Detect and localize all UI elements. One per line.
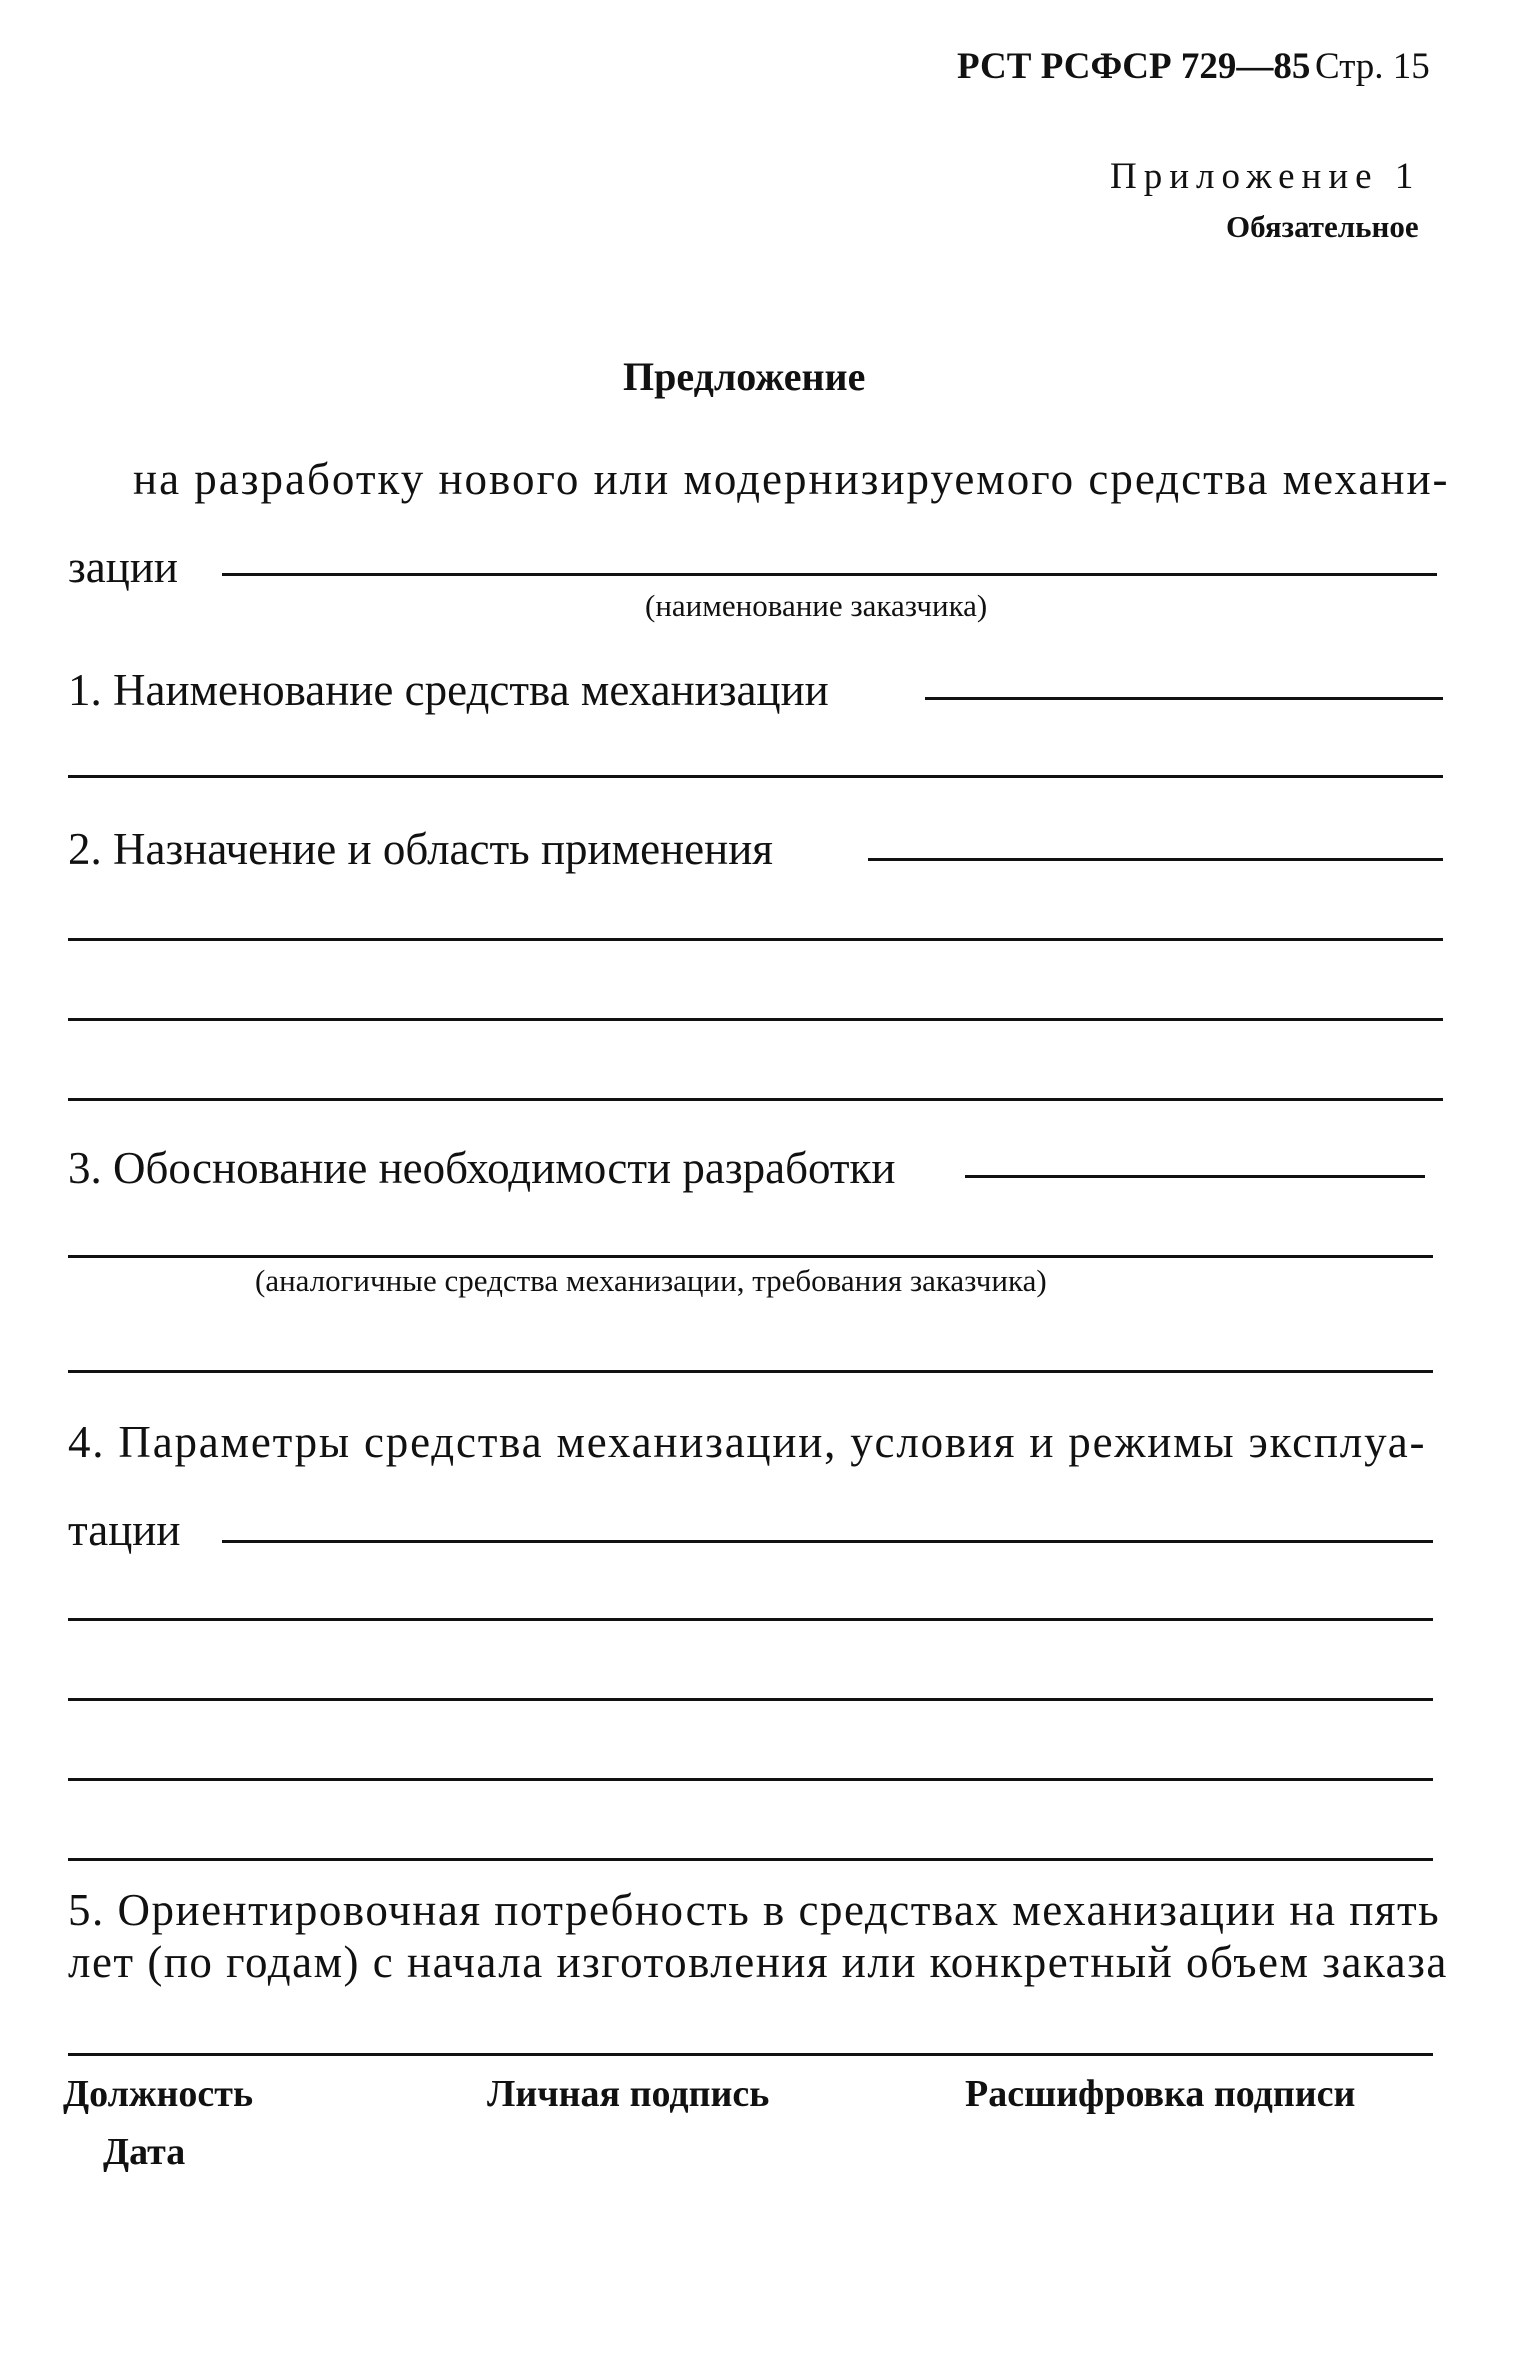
item-4-label-line-1: 4. Параметры средства механизации, условия и режимы эксплуа- xyxy=(68,1417,1427,1467)
item-3-line-b xyxy=(68,1255,1433,1258)
signature-label: Личная подпись xyxy=(487,2073,770,2115)
date-label: Дата xyxy=(103,2131,186,2173)
item-3-line-a xyxy=(965,1175,1425,1178)
item-4-label-line-2: тации xyxy=(68,1505,181,1555)
item-5-line xyxy=(68,2053,1433,2056)
item-1-line-b xyxy=(68,775,1443,778)
item-3-label: 3. Обоснование необходимости разработки xyxy=(68,1143,896,1193)
item-3-caption: (аналогичные средства механизации, требования заказчика) xyxy=(255,1263,1047,1298)
item-5-label-line-1: 5. Ориентировочная потребность в средствах механизации на пять xyxy=(68,1885,1441,1935)
item-4-line-c xyxy=(68,1698,1433,1701)
item-4-line-d xyxy=(68,1778,1433,1781)
item-4-line-b xyxy=(68,1618,1433,1621)
item-1-line-a xyxy=(925,697,1443,700)
appendix-label: Приложение 1 xyxy=(1110,156,1421,197)
item-4-line-a xyxy=(222,1540,1433,1543)
appendix-status: Обязательное xyxy=(1226,209,1419,244)
item-2-label: 2. Назначение и область применения xyxy=(68,824,773,874)
customer-name-line xyxy=(222,573,1437,576)
customer-name-caption: (наименование заказчика) xyxy=(645,588,988,623)
item-2-line-c xyxy=(68,1018,1443,1021)
item-1-label: 1. Наименование средства механизации xyxy=(68,665,829,715)
item-2-line-d xyxy=(68,1098,1443,1101)
signature-decoding-label: Расшифровка подписи xyxy=(965,2073,1356,2115)
item-3-line-c xyxy=(68,1370,1433,1373)
item-2-line-b xyxy=(68,938,1443,941)
item-4-line-e xyxy=(68,1858,1433,1861)
item-2-line-a xyxy=(868,858,1443,861)
intro-line-1: на разработку нового или модернизируемого средства механи- xyxy=(133,454,1450,504)
intro-line-2: зации xyxy=(68,542,178,592)
document-code: РСТ РСФСР 729—85 xyxy=(957,46,1311,87)
page-title: Предложение xyxy=(623,354,866,399)
position-label: Должность xyxy=(63,2073,254,2115)
item-5-label-line-2: лет (по годам) с начала изготовления или конкретный объем заказа xyxy=(68,1937,1448,1987)
page-number: Стр. 15 xyxy=(1315,46,1430,87)
